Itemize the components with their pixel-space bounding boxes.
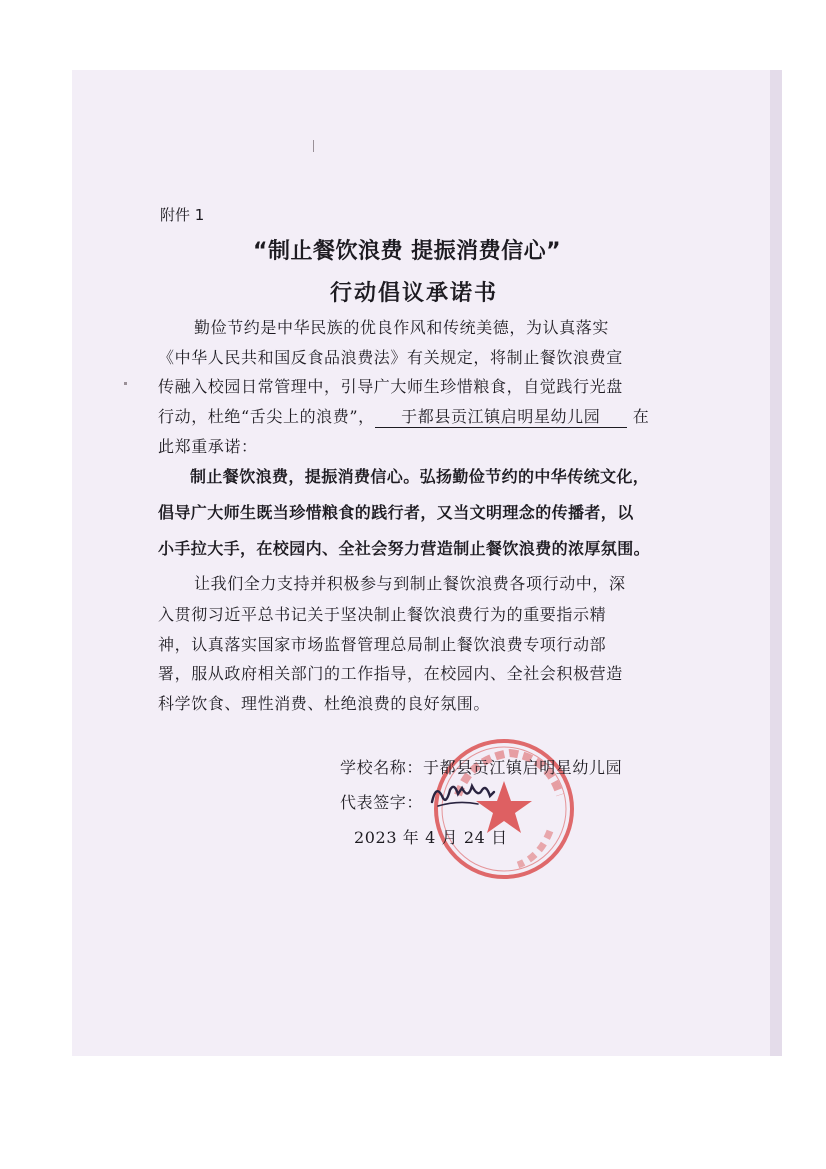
paragraph3-line3: 神，认真落实国家市场监督管理总局制止餐饮浪费专项行动部: [158, 635, 607, 654]
paragraph3-line1: 让我们全力支持并积极参与到制止餐饮浪费各项行动中，深: [194, 574, 626, 593]
signature-label: 代表签字：: [340, 793, 424, 812]
paragraph2-line3: 小手拉大手，在校园内、全社会努力营造制止餐饮浪费的浓厚氛围。: [158, 539, 651, 558]
school-name-line: 学校名称：于都县贡江镇启明星幼儿园: [340, 758, 623, 777]
document-title: “制止餐饮浪费 提振消费信心”: [253, 239, 562, 264]
paragraph1-line4-text: 行动，杜绝“舌尖上的浪费”，: [158, 407, 375, 426]
scan-speck: [124, 382, 127, 385]
scan-speck: [313, 140, 314, 152]
handwritten-signature: [428, 780, 498, 810]
document-subtitle: 行动倡议承诺书: [330, 281, 499, 306]
paragraph1-line2: 《中华人民共和国反食品浪费法》有关规定，将制止餐饮浪费宣: [158, 348, 623, 367]
paragraph1-line1: 勤俭节约是中华民族的优良作风和传统美德，为认真落实: [194, 318, 610, 337]
date-line: 2023 年 4 月 24 日: [354, 828, 508, 847]
paragraph1-line5: 此郑重承诺：: [158, 437, 258, 456]
paragraph2-line1: 制止餐饮浪费，提振消费信心。弘扬勤俭节约的中华传统文化，: [190, 467, 650, 486]
paragraph1-line4: [158, 407, 678, 428]
attachment-label: 附件 1: [160, 206, 205, 224]
paragraph2-line2: 倡导广大师生既当珍惜粮食的践行者，又当文明理念的传播者，以: [158, 503, 634, 522]
paragraph3-line2: 入贯彻习近平总书记关于坚决制止餐饮浪费行为的重要指示精: [158, 605, 607, 624]
paragraph3-line5: 科学饮食、理性消费、杜绝浪费的良好氛围。: [158, 694, 491, 713]
paragraph1-line3: 传融入校园日常管理中，引导广大师生珍惜粮食，自觉践行光盘: [158, 377, 623, 396]
paragraph3-line4: 署，服从政府相关部门的工作指导，在校园内、全社会积极营造: [158, 664, 623, 683]
paragraph1-line4-end: 在: [632, 407, 650, 426]
page-edge-shadow: [770, 70, 782, 1056]
kindergarten-name-fill: 于都县贡江镇启明星幼儿园: [375, 407, 627, 428]
